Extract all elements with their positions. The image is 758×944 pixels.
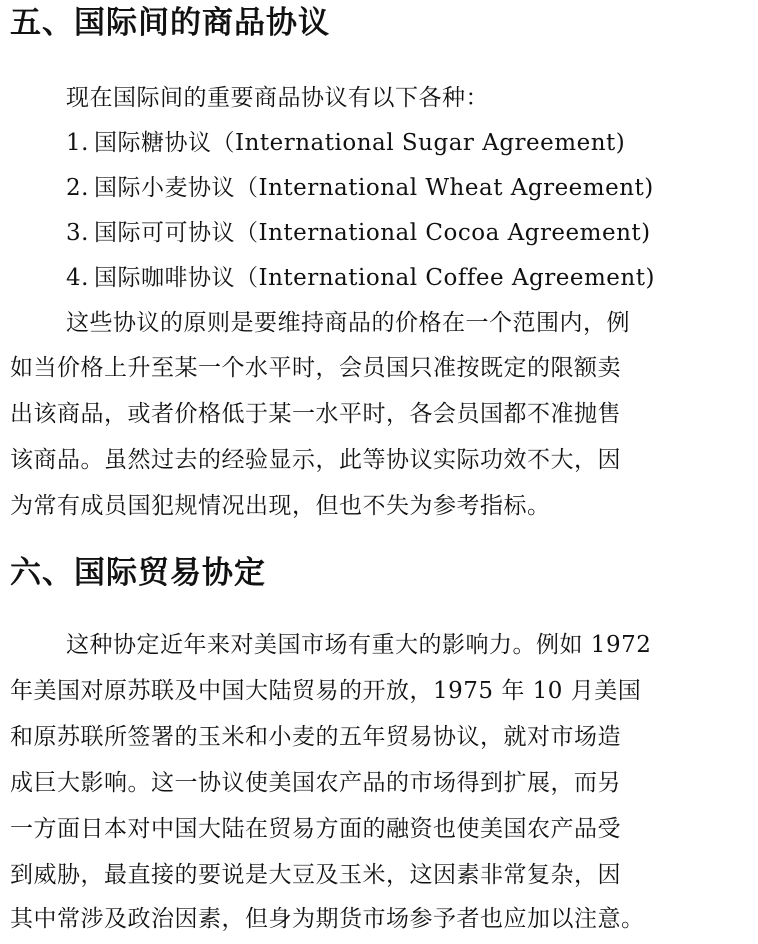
list-item-number: 2. [66, 175, 89, 201]
agreement-list-item [66, 177, 654, 200]
section-5-heading: 五、国际间的商品协议 [10, 5, 330, 41]
list-item-number: 3. [66, 220, 89, 246]
paragraph-line: 一方面日本对中国大陆在贸易方面的融资也使美国农产品受 [10, 816, 621, 842]
paragraph-line: 成巨大影响。这一协议使美国农产品的市场得到扩展，而另 [10, 770, 621, 796]
paragraph-line: 年美国对原苏联及中国大陆贸易的开放，1975 年 10 月美国 [10, 678, 642, 704]
paragraph-line: 该商品。虽然过去的经验显示，此等协议实际功效不大，因 [10, 447, 621, 473]
paragraph-line: 这些协议的原则是要维持商品的价格在一个范围内，例 [66, 310, 630, 336]
list-item-text: 国际糖协议（International Sugar Agreement) [94, 130, 626, 156]
section-6-heading: 六、国际贸易协定 [10, 555, 266, 591]
list-item-text: 国际咖啡协议（International Coffee Agreement) [94, 265, 655, 291]
agreement-list-item [66, 267, 655, 290]
agreement-list-item [66, 222, 651, 245]
paragraph-line: 其中常涉及政治因素，但身为期货市场参予者也应加以注意。 [10, 906, 645, 932]
section-5-intro: 现在国际间的重要商品协议有以下各种： [66, 85, 489, 111]
paragraph-line: 出该商品，或者价格低于某一水平时，各会员国都不准抛售 [10, 401, 621, 427]
list-item-text: 国际小麦协议（International Wheat Agreement) [94, 175, 654, 201]
paragraph-line: 如当价格上升至某一个水平时，会员国只准按既定的限额卖 [10, 355, 621, 381]
list-item-text: 国际可可协议（International Cocoa Agreement) [94, 220, 651, 246]
paragraph-line: 这种协定近年来对美国市场有重大的影响力。例如 1972 [66, 632, 652, 658]
agreement-list-item [66, 132, 625, 155]
paragraph-line: 和原苏联所签署的玉米和小麦的五年贸易协议，就对市场造 [10, 724, 621, 750]
list-item-number: 4. [66, 265, 89, 291]
paragraph-line: 到威胁，最直接的要说是大豆及玉米，这因素非常复杂，因 [10, 862, 621, 888]
paragraph-line: 为常有成员国犯规情况出现，但也不失为参考指标。 [10, 493, 551, 519]
list-item-number: 1. [66, 130, 89, 156]
